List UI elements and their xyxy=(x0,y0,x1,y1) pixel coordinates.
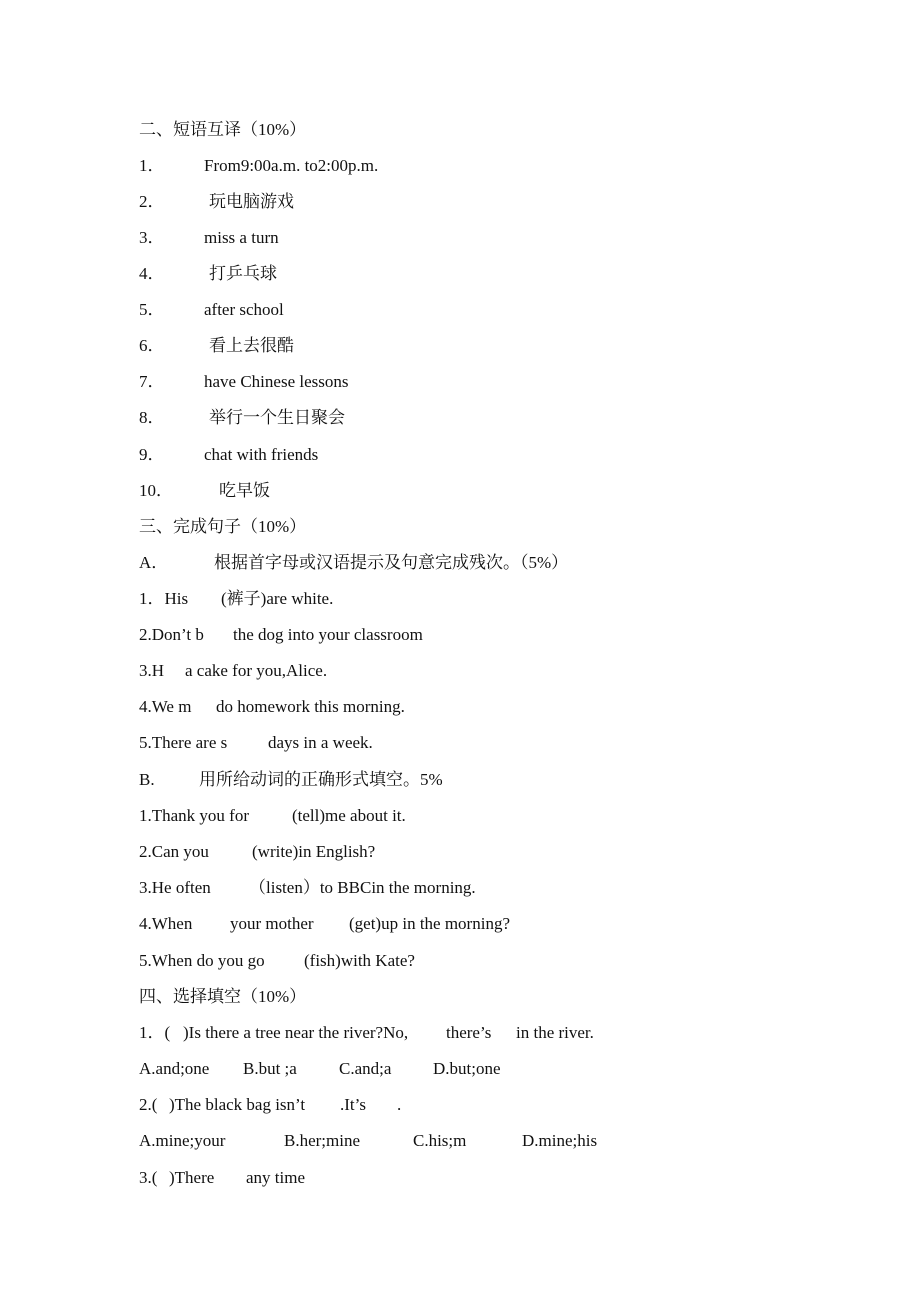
worksheet-page: 二、短语互译（10%） 1． From9:00a.m. to2:00p.m. 2． 玩电脑游戏 3． miss a turn 4． 打乒乓球 5． after school 6． 看上去很酷 7． have Chinese lessons 8． 举行一个生日聚会 9． chat with friends 10． 吃早饭 三、完成句子（10%） A． 根据首字母或汉语提示及句意完成残次。（5%） 1．His (裤子)are white. 2.Don’t b the dog into your classroom 3.H a cake for you,Alice. 4.We m do homework this morning. 5.There are s days in a week. B. 用所给动词的正确形式填空。5% 1.Thank you for (tell)me about it. 2.Can you (write)in English? 3.He often （listen）to BBCin the morning. 4.When your mother (get)up in the morning? 5.When do you go (fish)with Kate? 四、选择填空（10%） 1．( )Is there a tree near the river?No, there’s in the river. A.and;one B.but ;a C.and;a D.but;one 2.( )The black bag isn’t .It’s . A.mine;your B.her;mine C.his;m D.mine;his 3.( )There any time xyxy=(139,120,598,1187)
